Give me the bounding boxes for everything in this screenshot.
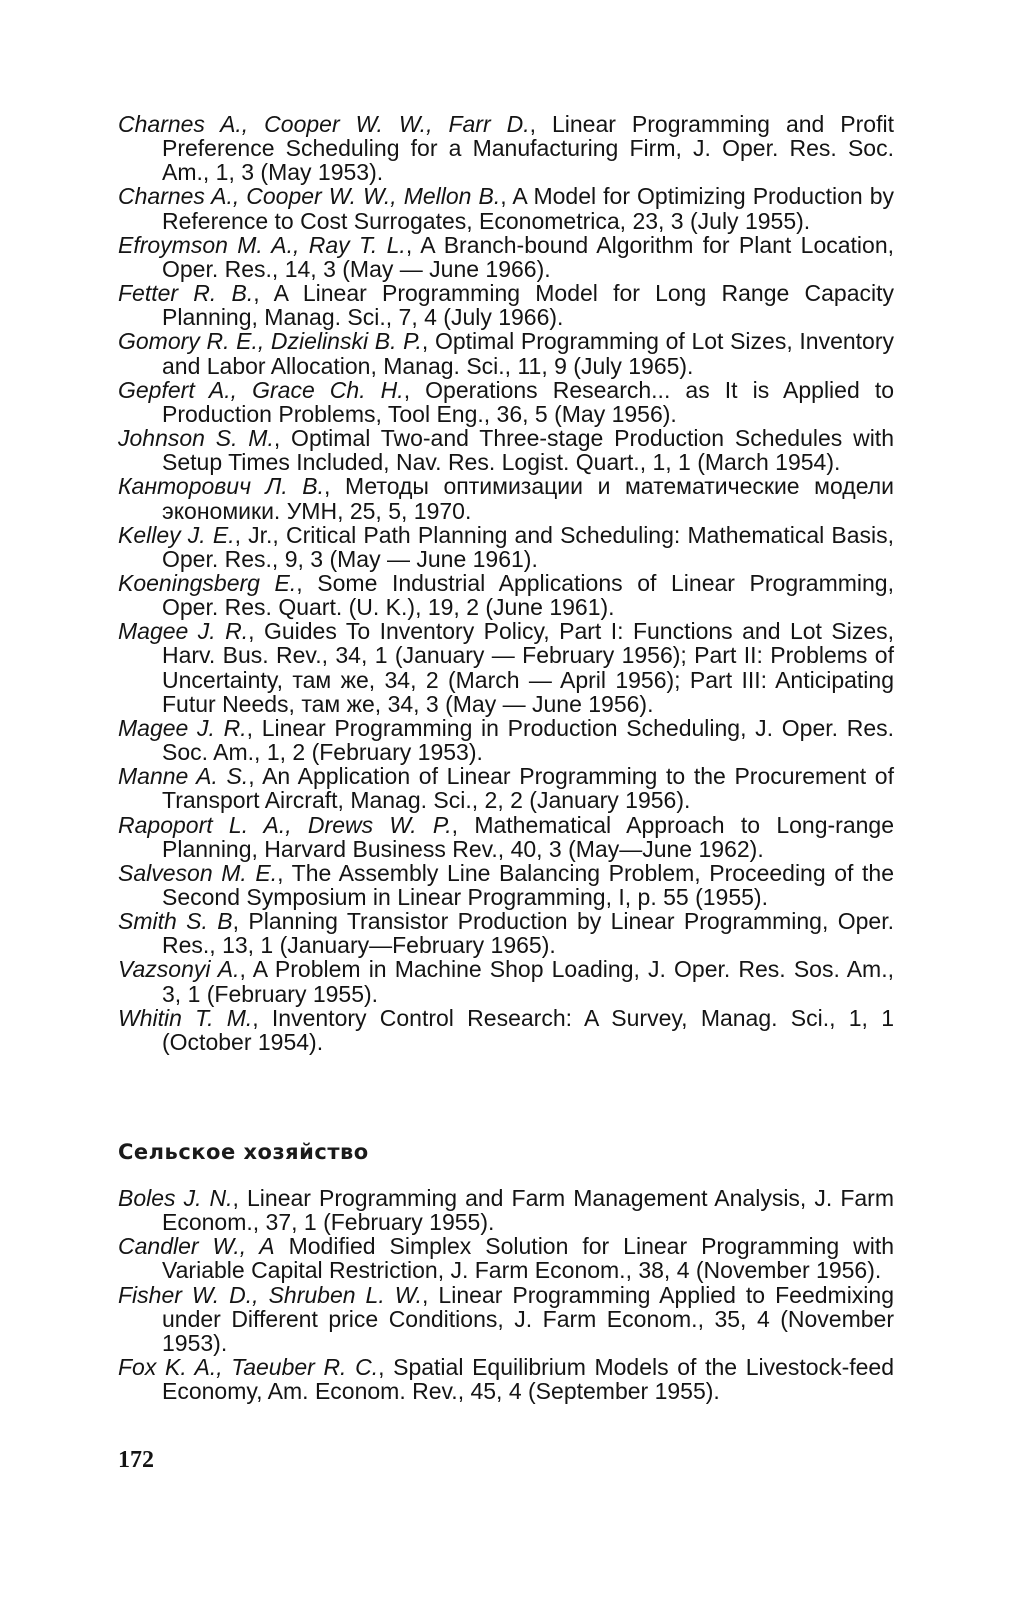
- page-number: 172: [118, 1447, 154, 1473]
- reference-text: , Optimal Programming of Lot Sizes, Inventory and Labor Allocation, Manag. Sci., 11, 9 (July 1965).: [162, 328, 894, 379]
- reference-authors: Johnson S. M.: [118, 425, 274, 452]
- reference-list-bottom: [118, 1186, 894, 1403]
- reference-item: [118, 233, 894, 281]
- reference-authors: Candler W., A: [118, 1233, 275, 1260]
- reference-item: [118, 1186, 894, 1234]
- reference-text: , Linear Programming and Farm Management Analysis, J. Farm Econom., 37, 1 (February 1955).: [162, 1185, 894, 1236]
- reference-authors: Gepfert A., Grace Ch. H.: [118, 376, 404, 403]
- reference-authors: Magee J. R.: [118, 618, 249, 645]
- reference-text: , Planning Transistor Production by Linear Programming, Oper. Res., 13, 1 (January—February 1965).: [162, 908, 894, 959]
- reference-text: , An Application of Linear Programming to the Procurement of Transport Aircraft, Manag. Sci., 2, 2 (January 1956).: [162, 763, 894, 814]
- reference-authors: Charnes A., Cooper W. W., Farr D.: [118, 111, 530, 137]
- reference-text: , A Model for Optimizing Production by Reference to Cost Surrogates, Econometrica, 23, 3 (July 1955).: [162, 183, 894, 234]
- reference-authors: Vazsonyi A.: [118, 956, 240, 983]
- reference-item: [118, 957, 894, 1005]
- reference-authors: Kelley J. E.: [118, 521, 235, 548]
- reference-item: [118, 1234, 894, 1282]
- reference-text: , Mathematical Approach to Long-range Planning, Harvard Business Rev., 40, 3 (May—June 1962).: [162, 811, 894, 862]
- reference-text: , Some Industrial Applications of Linear Programming, Oper. Res. Quart. (U. K.), 19, 2 (June 1961).: [162, 569, 894, 621]
- reference-authors: Salveson M. E.: [118, 859, 278, 886]
- reference-authors: Gomory R. E., Dzielinski B. P.: [118, 328, 422, 355]
- reference-item: [118, 1006, 894, 1054]
- reference-item: [118, 378, 894, 426]
- reference-item: [118, 329, 894, 377]
- reference-authors: Fox K. A., Taeuber R. C.: [118, 1354, 379, 1381]
- reference-authors: Rapoport L. A., Drews W. P.: [118, 811, 452, 838]
- reference-item: [118, 619, 894, 716]
- reference-authors: Boles J. N.: [118, 1185, 233, 1211]
- reference-text: , Linear Programming Applied to Feedmixing under Different price Conditions, J. Farm Econom., 35, 4 (November 1953).: [162, 1281, 894, 1356]
- reference-text: , Inventory Control Research: A Survey, Manag. Sci., 1, 1 (October 1954).: [162, 1004, 894, 1055]
- reference-text: , Linear Programming in Production Scheduling, J. Oper. Res. Soc. Am., 1, 2 (February 1953).: [162, 714, 894, 766]
- reference-text: , Optimal Two-and Three-stage Production Schedules with Setup Times Included, Nav. Res. Logist. Quart., 1, 1 (March 1954).: [162, 425, 894, 476]
- reference-text: , A Linear Programming Model for Long Range Capacity Planning, Manag. Sci., 7, 4 (July 1966).: [162, 280, 894, 331]
- reference-item: [118, 426, 894, 474]
- reference-authors: Charnes A., Cooper W. W., Mellon B.: [118, 183, 501, 210]
- reference-item: [118, 571, 894, 619]
- reference-authors: Smith S. B: [118, 908, 233, 935]
- reference-item: [118, 474, 894, 522]
- reference-authors: Канторович Л. В.: [118, 473, 325, 500]
- reference-item: [118, 1355, 894, 1403]
- reference-item: [118, 523, 894, 571]
- reference-text: , Linear Programming and Profit Preference Scheduling for a Manufacturing Firm, J. Oper. Res. Soc. Am., 1, 3 (May 1953).: [162, 111, 894, 186]
- reference-text: , A Branch-bound Algorithm for Plant Location, Oper. Res., 14, 3 (May — June 1966).: [162, 231, 894, 282]
- reference-authors: Fisher W. D., Shruben L. W.: [118, 1281, 423, 1308]
- reference-text: , Методы оптимизации и математические модели экономики. УМН, 25, 5, 1970.: [162, 473, 894, 524]
- reference-authors: Manne A. S.: [118, 763, 249, 790]
- reference-item: [118, 716, 894, 764]
- reference-authors: Fetter R. B.: [118, 280, 254, 307]
- reference-authors: Efroymson M. A., Ray T. L.: [118, 231, 406, 258]
- reference-text: , Jr., Critical Path Planning and Scheduling: Mathematical Basis, Oper. Res., 9, 3 (May — June 1961).: [162, 521, 895, 572]
- reference-text: Modified Simplex Solution for Linear Programming with Variable Capital Restriction, J. Farm Econom., 38, 4 (November 1956).: [162, 1233, 895, 1284]
- reference-list-top: [118, 112, 894, 1054]
- reference-item: [118, 813, 894, 861]
- reference-authors: Magee J. R.: [118, 714, 247, 741]
- reference-item: [118, 1283, 894, 1355]
- reference-text: , Guides To Inventory Policy, Part I: Functions and Lot Sizes, Harv. Bus. Rev., 34, 1 (January — February 1956); Part II: Problems of Uncertainty, там же, 34, 2 (March — April 1956); Part III: Anticipating Futur Needs, там же, 34, 3 (May — June 1956).: [162, 618, 894, 717]
- reference-authors: Whitin T. M.: [118, 1004, 253, 1031]
- reference-text: , The Assembly Line Balancing Problem, Proceeding of the Second Symposium in Linear Programming, I, p. 55 (1955).: [162, 859, 894, 910]
- reference-text: , A Problem in Machine Shop Loading, J. Oper. Res. Sos. Am., 3, 1 (February 1955).: [162, 956, 894, 1007]
- reference-text: , Spatial Equilibrium Models of the Livestock-feed Economy, Am. Econom. Rev., 45, 4 (September 1955).: [162, 1354, 894, 1405]
- reference-item: [118, 764, 894, 812]
- section-heading: Сельское хозяйство: [118, 1140, 369, 1164]
- reference-text: , Operations Research... as It is Applied to Production Problems, Tool Eng., 36, 5 (May 1956).: [162, 376, 894, 427]
- reference-authors: Koeningsberg E.: [118, 569, 297, 596]
- reference-item: [118, 861, 894, 909]
- reference-item: [118, 184, 894, 232]
- reference-item: [118, 909, 894, 957]
- reference-item: [118, 112, 894, 184]
- reference-item: [118, 281, 894, 329]
